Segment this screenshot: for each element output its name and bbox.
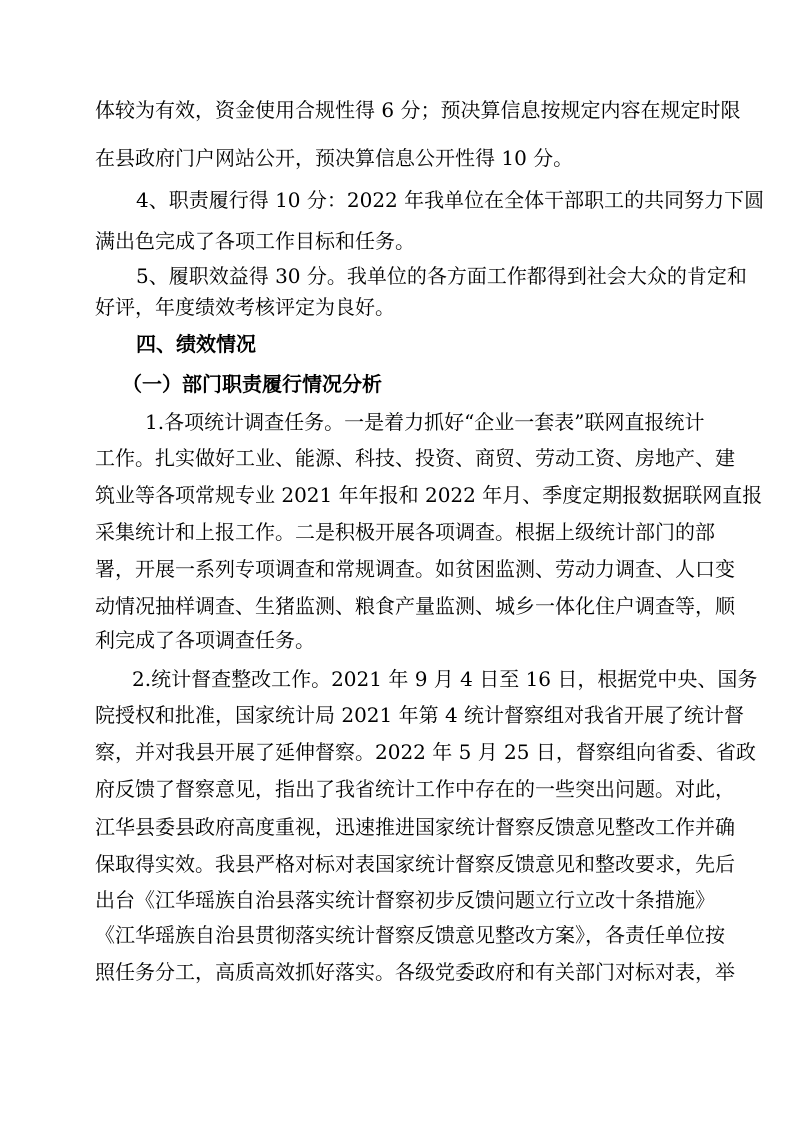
paragraph-line: 采集统计和上报工作。二是积极开展各项调查。根据上级统计部门的部: [95, 520, 715, 544]
subsection-heading: （一）部门职责履行情况分析: [122, 372, 382, 396]
paragraph-line: 察，并对我县开展了延伸督察。2022 年 5 月 25 日，督察组向省委、省政: [95, 740, 756, 764]
paragraph-line: 动情况抽样调查、生猪监测、粮食产量监测、城乡一体化住户调查等，顺: [95, 594, 735, 618]
paragraph-line: 院授权和批准，国家统计局 2021 年第 4 统计督察组对我省开展了统计督: [95, 703, 745, 727]
section-heading: 四、绩效情况: [136, 332, 256, 356]
paragraph-line: 保取得实效。我县严格对标对表国家统计督察反馈意见和整改要求，先后: [95, 852, 735, 876]
paragraph-line: 筑业等各项常规专业 2021 年年报和 2022 年月、季度定期报数据联网直报: [95, 483, 763, 507]
paragraph-line: 出台《江华瑶族自治县落实统计督察初步反馈问题立行立改十条措施》: [95, 888, 715, 912]
paragraph-line: 《江华瑶族自治县贯彻落实统计督察反馈意见整改方案》，各责任单位按: [95, 923, 725, 947]
paragraph-line: 4、职责履行得 10 分：2022 年我单位在全体干部职工的共同努力下圆: [136, 188, 765, 212]
paragraph-line: 在县政府门户网站公开，预决算信息公开性得 10 分。: [95, 146, 574, 170]
paragraph-line: 工作。扎实做好工业、能源、科技、投资、商贸、劳动工资、房地产、建: [95, 446, 735, 470]
paragraph-line: 江华县委县政府高度重视，迅速推进国家统计督察反馈意见整改工作并确: [95, 815, 735, 839]
paragraph-line: 体较为有效，资金使用合规性得 6 分；预决算信息按规定内容在规定时限: [95, 98, 741, 122]
paragraph-line: 府反馈了督察意见，指出了我省统计工作中存在的一些突出问题。对此，: [95, 777, 735, 801]
paragraph-line: 照任务分工，高质高效抓好落实。各级党委政府和有关部门对标对表，举: [95, 960, 735, 984]
paragraph-line: 署，开展一系列专项调查和常规调查。如贫困监测、劳动力调查、人口变: [95, 557, 735, 581]
paragraph-line: 利完成了各项调查任务。: [95, 628, 315, 652]
paragraph-line: 2.统计督查整改工作。2021 年 9 月 4 日至 16 日，根据党中央、国务: [132, 667, 758, 691]
paragraph-line: 1.各项统计调查任务。一是着力抓好“企业一套表”联网直报统计: [145, 410, 705, 434]
paragraph-line: 5、履职效益得 30 分。我单位的各方面工作都得到社会大众的肯定和: [136, 264, 747, 288]
paragraph-line: 满出色完成了各项工作目标和任务。: [95, 229, 415, 253]
paragraph-line: 好评，年度绩效考核评定为良好。: [95, 295, 395, 319]
